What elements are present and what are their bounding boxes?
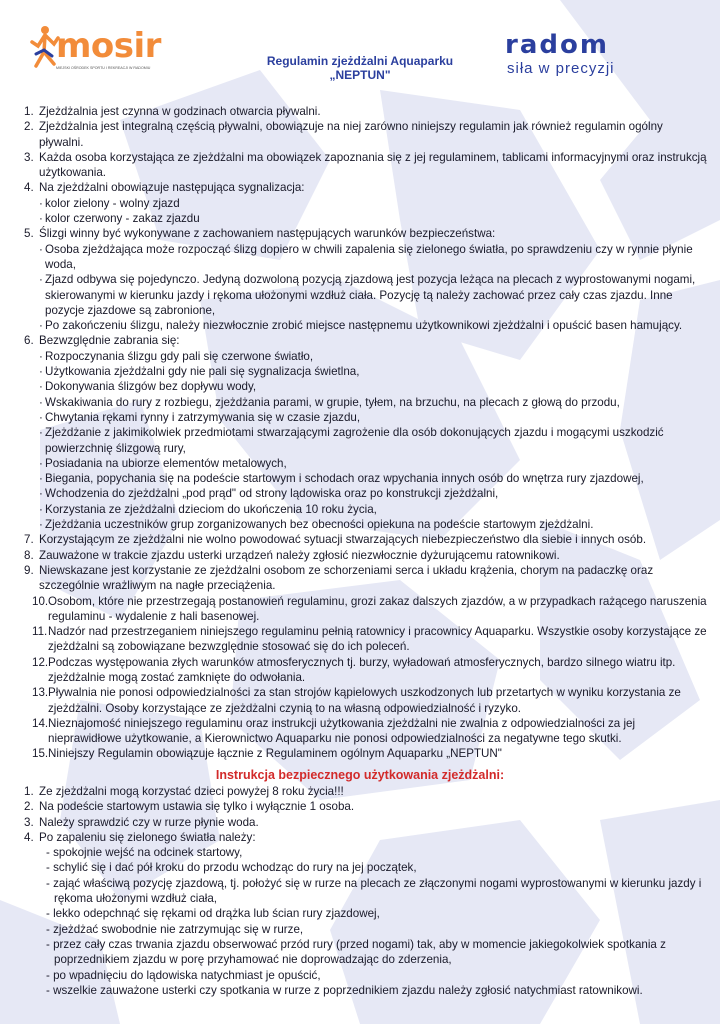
bullet-icon: · [39,273,43,287]
page-header [0,0,720,100]
rule-item [24,104,708,119]
rule-subitem-text: kolor zielony - wolny zjazd [45,196,180,210]
rule-subitem [28,395,708,410]
rule-item [24,180,708,226]
rule-subitem-text: Osoba zjeżdżająca może rozpocząć ślizg dopiero w chwili zapalenia się zielonego światła, po sprawdzeniu czy w rynnie płynie woda, [45,242,693,271]
rule-text: Na zjeżdżalni obowiązuje następująca sygnalizacja: [39,181,305,195]
instruction-step-text: wszelkie zauważone usterki czy spotkania w rurze z poprzednikiem zjazdu należy zgłosić natychmiast ratownikowi. [53,983,643,997]
rule-item [24,563,708,594]
rule-text: Podczas występowania złych warunków atmosferycznych tj. burzy, wyładowań atmosferycznych, bardzo silnego wiatru itp. zjeżdżalnie mogą zostać zamknięte do odwołania. [48,655,676,684]
rule-number: 14. [32,716,49,730]
rule-text: Osobom, które nie przestrzegają postanowień regulaminu, grozi zakaz dalszych zjazdów, a w przypadkach rażącego naruszenia regulaminu - wydalenie z hali basenowej. [48,594,707,623]
bullet-icon: · [39,426,43,440]
rule-subitem [28,364,708,379]
rule-item [24,532,708,547]
instruction-item [24,815,708,830]
rule-number: 10. [32,594,49,608]
rule-text: Nadzór nad przestrzeganiem niniejszego regulaminu pełnią ratownicy i pracownicy Aquaparku. Wszystkie osoby korzystające ze zjeżdżalni są zobowiązane bezwzględnie stosować się do ich poleceń. [48,625,707,654]
page-title [230,54,490,82]
bullet-icon: · [39,395,43,409]
rule-subitem-text: kolor czerwony - zakaz zjazdu [45,212,200,226]
rule-subitem-text: Zjazd odbywa się pojedynczo. Jedyną dozwoloną pozycją zjazdową jest pozycja leżąca na plecach z wyprostowanymi nogami, skierowanymi w kierunku jazdy i rękoma ułożonymi wzdłuż ciała. Pozycję tą należy zachować przez cały czas zjazdu. Inne pozycje zjazdowe są zabronione, [45,273,696,317]
rule-item [24,226,708,333]
instruction-step [24,845,708,860]
instruction-step-text: zjeżdżać swobodnie nie zatrzymując się w rurze, [53,922,304,936]
rule-number: 1. [24,105,34,118]
rule-number: 9. [24,563,34,577]
regulations-list [24,104,708,762]
instruction-step [24,860,708,875]
rule-number: 13. [32,686,49,700]
bullet-icon: · [39,456,43,470]
rule-subitem [28,471,708,486]
rule-text: Zjeżdżalnia jest czynna w godzinach otwarcia pływalni. [39,105,321,118]
rule-item [24,594,708,625]
instruction-text: Na podeście startowym ustawia się tylko i wyłącznie 1 osoba. [39,800,355,814]
dash-icon: - [46,968,54,982]
rule-text: Zjeżdżalnia jest integralną częścią pływalni, obowiązuje na niej zarówno niniejszy regulamin jak również regulamin ogólny pływalni. [39,120,663,149]
instruction-step [24,983,708,998]
rule-subitem [28,272,708,318]
rule-subitem [28,211,708,226]
rule-item [24,333,708,532]
instruction-number: 1. [24,785,34,798]
bullet-icon: · [39,410,43,424]
instruction-item [24,830,708,998]
rule-item [24,685,708,716]
rule-subitem [28,349,708,364]
rule-number: 8. [24,548,34,562]
rule-subitem [28,379,708,394]
bullet-icon: · [39,196,43,210]
instruction-item [24,784,708,799]
instructions-title: Instrukcja bezpiecznego użytkowania zjeżdżalni: [215,768,505,782]
instruction-number: 3. [24,815,34,829]
dash-icon: - [46,876,54,890]
rule-subitem-text: Zjeżdżania uczestników grup zorganizowanych bez obecności opiekuna na podeście startowym zjeżdżalni. [45,518,594,532]
dash-icon: - [46,861,54,875]
dash-icon: - [46,983,54,997]
rule-text: Zauważone w trakcie zjazdu usterki urządzeń należy zgłosić niezwłocznie dyżurującemu ratownikowi. [39,548,560,562]
rule-text: Korzystającym ze zjeżdżalni nie wolno powodować sytuacji stwarzających niebezpieczeństwo dla siebie i innych osób. [39,533,647,547]
instruction-step [24,922,708,937]
instruction-step [24,876,708,907]
instruction-step [24,906,708,921]
rule-item [24,548,708,563]
radom-logo [505,30,645,80]
bullet-icon: · [39,242,43,256]
rule-subitem [28,242,708,273]
radom-tagline: siła w precyzji [507,60,615,77]
rule-text: Pływalnia nie ponosi odpowiedzialności za stan strojów kąpielowych uszkodzonych lub przetartych w wyniku korzystania ze zjeżdżalni. Osoby korzystające ze zjeżdżalni czynią to na własną odpowiedzialność i ryzyko. [48,686,681,715]
instruction-step [24,968,708,983]
dash-icon: - [46,907,54,921]
mosir-logo-text: mosir [56,26,161,66]
bullet-icon: · [39,502,43,516]
rule-subitem-text: Rozpoczynania ślizgu gdy pali się czerwone światło, [45,349,314,363]
rule-item [24,624,708,655]
instruction-text: Po zapaleniu się zielonego światła należy: [39,830,256,844]
rule-text: Ślizgi winny być wykonywane z zachowaniem następujących warunków bezpieczeństwa: [39,227,496,241]
rule-text: Bezwzględnie zabrania się: [39,334,180,348]
bullet-icon: · [39,487,43,501]
rule-number: 15. [32,747,49,761]
rule-subitem-text: Użytkowania zjeżdżalni gdy nie pali się sygnalizacja świetlna, [45,365,360,379]
rule-text: Niniejszy Regulamin obowiązuje łącznie z Regulaminem ogólnym Aquaparku „NEPTUN" [48,747,502,761]
rule-subitem-text: Biegania, popychania się na podeście startowym i schodach oraz wpychania innych osób do wnętrza rury zjazdowej, [45,472,644,486]
radom-logo-text: radom [505,30,609,60]
rule-subitem-text: Zjeżdżanie z jakimikolwiek przedmiotami stwarzającymi zagrożenie dla osób dokonujących zjazdu i mogącymi uszkodzić powierzchnię ślizgową rury, [45,426,664,455]
rule-number: 4. [24,181,34,195]
rule-subitem [28,456,708,471]
rule-item [24,655,708,686]
rule-subitem-text: Chwytania rękami rynny i zatrzymywania się w czasie zjazdu, [45,410,361,424]
instruction-step-text: po wpadnięciu do lądowiska natychmiast je opuścić, [53,968,321,982]
rule-item [24,716,708,747]
rule-subitem [28,425,708,456]
rule-item [24,119,708,150]
rule-number: 11. [32,625,48,639]
bullet-icon: · [39,319,43,333]
bullet-icon: · [39,518,43,532]
instruction-step-text: schylić się i dać pół kroku do przodu wchodząc do rury na jej początek, [53,861,417,875]
title-line-2: „NEPTUN" [329,68,391,82]
bullet-icon: · [39,472,43,486]
bullet-icon: · [39,212,43,226]
instruction-step-text: przez cały czas trwania zjazdu obserwować przód rury (przed nogami) tak, aby w momencie jakiegokolwiek spotkania z poprzednikiem zjazdu w porę przyhamować nie doprowadzając do zderzenia, [53,937,666,967]
rule-subitem [28,486,708,501]
title-line-1: Regulamin zjeżdżalni Aquaparku [266,54,454,68]
instruction-step [24,937,708,968]
rule-number: 7. [24,533,34,547]
rule-number: 12. [32,655,49,669]
rule-number: 5. [24,227,34,241]
rule-number: 2. [24,120,34,134]
rule-subitem [28,517,708,532]
rule-text: Każda osoba korzystająca ze zjeżdżalni ma obowiązek zapoznania się z jej regulaminem, tablicami informacyjnymi oraz instrukcją użytkowania. [39,150,707,180]
bullet-icon: · [39,349,43,363]
instruction-step-text: spokojnie wejść na odcinek startowy, [53,846,243,860]
dash-icon: - [46,937,54,951]
instruction-item [24,799,708,814]
instruction-number: 2. [24,800,34,814]
rule-number: 6. [24,334,34,348]
instruction-text: Należy sprawdzić czy w rurze płynie woda. [39,815,259,829]
rule-subitem-text: Wchodzenia do zjeżdżalni „pod prąd" od strony lądowiska oraz po konstrukcji zjeżdżalni, [45,487,499,501]
instructions-list [24,784,708,998]
rule-subitem-text: Wskakiwania do rury z rozbiegu, zjeżdżania parami, w grupie, tyłem, na brzuchu, na plecach z głową do przodu, [45,395,620,409]
rule-item [24,150,708,181]
mosir-logo-subtitle: MIEJSKI OŚRODEK SPORTU I REKREACJI W RADOMIU [56,66,151,70]
dash-icon: - [46,846,54,860]
rule-subitem-text: Posiadania na ubiorze elementów metalowych, [45,456,287,470]
rule-text: Nieznajomość niniejszego regulaminu oraz instrukcji użytkowania zjeżdżalni nie zwalnia z odpowiedzialności za jej nieprawidłowe użytkowanie, a Kierownictwo Aquaparku nie ponosi odpowiedzialności za negatywne tego skutki. [48,716,636,746]
rule-subitem-text: Po zakończeniu ślizgu, należy niezwłocznie zrobić miejsce następnemu użytkownikowi zjeżdżalni i opuścić basen hamujący. [45,319,683,333]
rule-text: Niewskazane jest korzystanie ze zjeżdżalni osobom ze schorzeniami serca i układu krążenia, chorym na padaczkę oraz szczególnie wrażliwym na nagłe przeciążenia. [39,563,654,593]
rule-subitem [28,196,708,211]
instruction-step-text: zająć właściwą pozycję zjazdową, tj. położyć się w rurze na plecach ze złączonymi nogami wyprostowanymi w kierunku jazdy i rękoma ułożonymi wzdłuż ciała, [53,876,702,906]
rule-subitem-text: Dokonywania ślizgów bez dopływu wody, [45,380,257,394]
bullet-icon: · [39,380,43,394]
rule-subitem [28,502,708,517]
bullet-icon: · [39,365,43,379]
instruction-number: 4. [24,830,34,844]
instruction-step-text: lekko odepchnąć się rękami od drążka lub ścian rury zjazdowej, [53,907,380,921]
rule-subitem-text: Korzystania ze zjeżdżalni dzieciom do ukończenia 10 roku życia, [45,502,377,516]
rule-item [24,746,708,761]
rule-subitem [28,410,708,425]
dash-icon: - [46,922,54,936]
rule-subitem [28,318,708,333]
instruction-text: Ze zjeżdżalni mogą korzystać dzieci powyżej 8 roku życia!!! [39,785,344,798]
rule-number: 3. [24,150,34,164]
